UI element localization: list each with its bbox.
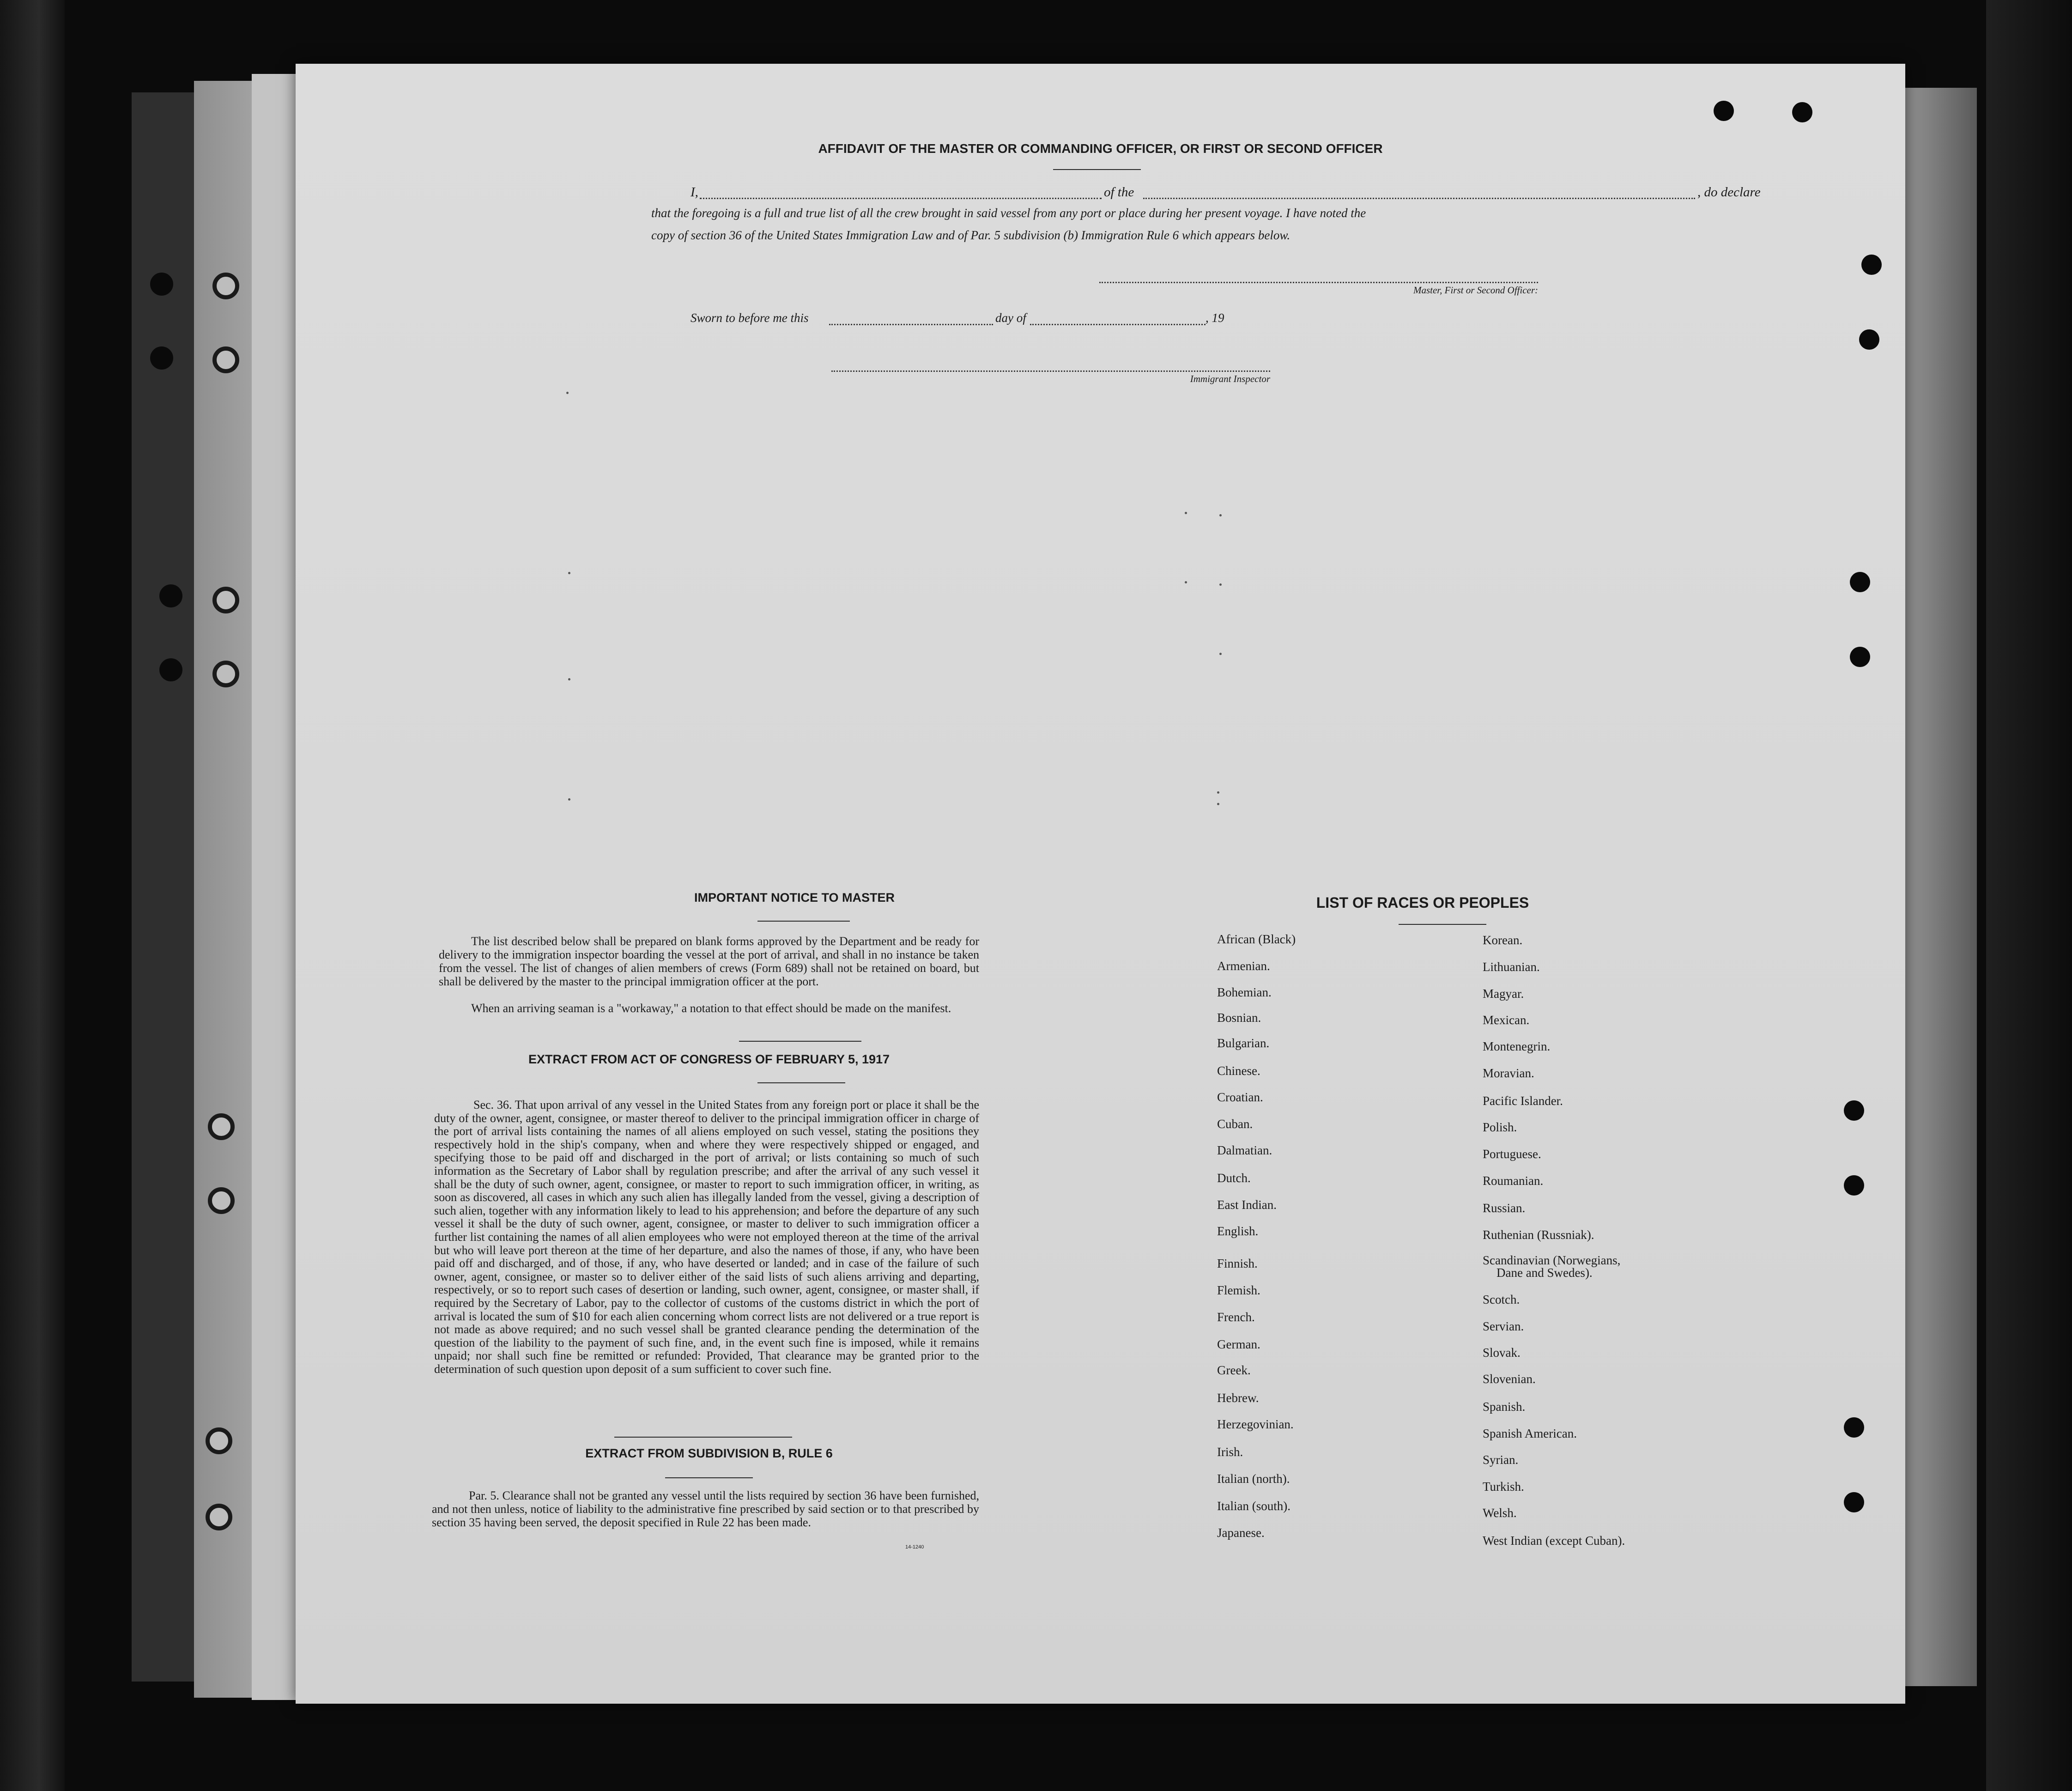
race-item: Welsh. bbox=[1483, 1506, 1517, 1520]
declarant-prefix: I, bbox=[691, 185, 698, 200]
notice-paragraph-1: The list described below shall be prepared on blank forms approved by the Department and be ready for delivery to the immigration inspector boarding the vessel at the port of arrival, and shall in no instance be taken from the vessel. The list of changes of alien members of crews (Form 689) shall not be retained on board, but shall be delivered by the master to the principal immigration officer at the port. bbox=[439, 935, 979, 988]
race-item: Japanese. bbox=[1217, 1526, 1265, 1540]
race-item: Servian. bbox=[1483, 1319, 1524, 1333]
binder-ring bbox=[212, 273, 239, 299]
affidavit-line-1 bbox=[691, 185, 1841, 203]
sworn-month-field[interactable] bbox=[1030, 311, 1206, 325]
race-item: African (Black) bbox=[1217, 932, 1296, 946]
paper-speck bbox=[568, 572, 570, 574]
race-item: Portuguese. bbox=[1483, 1147, 1541, 1161]
race-item: Scotch. bbox=[1483, 1293, 1520, 1306]
race-item: Chinese. bbox=[1217, 1064, 1260, 1078]
sworn-prefix: Sworn to before me this bbox=[691, 311, 809, 325]
race-item: Italian (north). bbox=[1217, 1472, 1290, 1486]
race-item: Scandinavian (Norwegians, bbox=[1483, 1253, 1621, 1267]
race-item: Bulgarian. bbox=[1217, 1036, 1270, 1050]
binder-hole bbox=[159, 658, 182, 681]
punch-hole bbox=[1792, 102, 1812, 122]
race-item: Bohemian. bbox=[1217, 985, 1272, 999]
race-item: Moravian. bbox=[1483, 1066, 1534, 1080]
backing-sheet-left-light bbox=[252, 74, 303, 1700]
race-item: Dane and Swedes). bbox=[1496, 1266, 1593, 1280]
binder-ring bbox=[208, 1187, 235, 1214]
race-item: Syrian. bbox=[1483, 1453, 1519, 1467]
race-item: Russian. bbox=[1483, 1201, 1526, 1215]
race-item: French. bbox=[1217, 1310, 1255, 1324]
act-extract-title: EXTRACT FROM ACT OF CONGRESS OF FEBRUARY 5, 1917 bbox=[528, 1052, 890, 1066]
race-item: Turkish. bbox=[1483, 1480, 1524, 1494]
paper-speck bbox=[1217, 791, 1219, 794]
binder-ring bbox=[212, 587, 239, 613]
paper-speck bbox=[1217, 803, 1219, 805]
race-item: Herzegovinian. bbox=[1217, 1417, 1294, 1431]
act-extract-text: Sec. 36. That upon arrival of any vessel in the United States from any foreign port or place it shall be the duty of the owner, agent, consignee, or master thereof to deliver to the principal immigration officer in charge of the port of arrival lists containing the names of all aliens employed on such vessel, stating the positions they respectively hold in the ship's company, when and where they were respectively shipped or engaged, and specifying those to be paid off and discharged in the port of arrival; or lists containing so much of such information as the Secretary of Labor shall by regulation prescribe; and after the arrival of any such vessel it shall be the duty of such owner, agent, consignee, or master to report to such immigration officer, in writing, as soon as discovered, all cases in which any such alien has illegally landed from the vessel, giving a description of such alien, together with any information likely to lead to his apprehension; and before the departure of any such vessel it shall be the duty of such owner, agent, consignee, or master to deliver to such immigration officer a further list containing the names of all alien employees who were not employed thereon at the time of the arrival but who will leave port thereon at the time of her departure, and also the names of those, if any, who have been paid off and discharged, and of those, if any, who have deserted or landed; and in case of the failure of such owner, agent, consignee, or master so to deliver either of the said lists of such aliens arriving and departing, respectively, or so to report such cases of desertion or landing, such owner, agent, consignee, or master shall, if required by the Secretary of Labor, pay to the collector of customs of the customs district in which the port of arrival is located the sum of $10 for each alien concerning whom correct lists are not delivered or a true report is not made as above required; and no such vessel shall be granted clearance pending the determination of the question of the liability to the payment of such fine, and, in the event such fine is imposed, while it remains unpaid; nor shall such fine be remitted or refunded: Provided, That clearance may be granted prior to the determination of such question upon deposit of a sum sufficient to cover such fine. bbox=[434, 1098, 979, 1376]
affidavit-line-2: that the foregoing is a full and true list of all the crew brought in said vessel from any port or place during her present voyage. I have noted the bbox=[651, 206, 1366, 220]
punch-hole bbox=[1844, 1100, 1864, 1121]
race-item: Magyar. bbox=[1483, 987, 1524, 1001]
vessel-name-field[interactable] bbox=[1143, 185, 1695, 199]
races-title: LIST OF RACES OR PEOPLES bbox=[1316, 894, 1529, 911]
binder-ring bbox=[206, 1427, 232, 1454]
binder-left-strip bbox=[0, 0, 65, 1791]
binder-ring bbox=[212, 346, 239, 373]
notice-title: IMPORTANT NOTICE TO MASTER bbox=[694, 891, 895, 905]
paper-speck bbox=[568, 678, 570, 680]
race-item: Pacific Islander. bbox=[1483, 1094, 1563, 1108]
race-item: Slovenian. bbox=[1483, 1372, 1536, 1386]
paper-speck bbox=[1219, 583, 1222, 586]
paper-speck bbox=[1219, 514, 1222, 516]
backing-sheet-right bbox=[1898, 88, 1977, 1686]
paper-speck bbox=[1185, 581, 1187, 583]
race-item: Cuban. bbox=[1217, 1117, 1253, 1131]
sworn-line bbox=[691, 311, 1245, 329]
race-item: West Indian (except Cuban). bbox=[1483, 1534, 1625, 1548]
sworn-day-field[interactable] bbox=[829, 311, 993, 325]
punch-hole bbox=[1861, 255, 1882, 275]
race-item: Korean. bbox=[1483, 933, 1523, 947]
binder-ring bbox=[206, 1504, 232, 1530]
punch-hole bbox=[1844, 1417, 1864, 1438]
race-item: Greek. bbox=[1217, 1363, 1251, 1377]
notice-paragraph-2: When an arriving seaman is a "workaway," a notation to that effect should be made on the manifest. bbox=[471, 1002, 951, 1015]
section-rule bbox=[614, 1437, 792, 1438]
notice-rule bbox=[757, 921, 850, 922]
rule-extract-rule bbox=[665, 1477, 753, 1478]
paper-speck bbox=[1185, 512, 1187, 514]
race-item: Slovak. bbox=[1483, 1346, 1521, 1360]
punch-hole bbox=[1844, 1492, 1864, 1512]
sworn-day-of: day of bbox=[995, 311, 1026, 325]
punch-hole bbox=[1714, 101, 1734, 121]
race-item: Bosnian. bbox=[1217, 1011, 1261, 1025]
binder-hole bbox=[150, 346, 173, 370]
race-item: Montenegrin. bbox=[1483, 1039, 1551, 1053]
manifest-page bbox=[296, 64, 1905, 1704]
punch-hole bbox=[1850, 647, 1870, 667]
declarant-name-field[interactable] bbox=[700, 185, 1102, 199]
race-item: Polish. bbox=[1483, 1120, 1517, 1134]
race-item: Flemish. bbox=[1217, 1283, 1260, 1297]
form-number: 14-1240 bbox=[905, 1544, 924, 1550]
inspector-signature-field[interactable] bbox=[831, 366, 1270, 372]
binder-hole bbox=[159, 584, 182, 607]
title-rule bbox=[1053, 169, 1141, 170]
paper-speck bbox=[568, 798, 570, 801]
race-item: Irish. bbox=[1217, 1445, 1243, 1459]
race-item: Croatian. bbox=[1217, 1090, 1263, 1104]
races-rule bbox=[1399, 924, 1486, 925]
race-item: Armenian. bbox=[1217, 959, 1270, 973]
race-item: Finnish. bbox=[1217, 1257, 1258, 1270]
affidavit-title: AFFIDAVIT OF THE MASTER OR COMMANDING OFFICER, OR FIRST OR SECOND OFFICER bbox=[818, 141, 1383, 156]
race-item: English. bbox=[1217, 1224, 1259, 1238]
paper-speck bbox=[566, 392, 569, 394]
race-item: Mexican. bbox=[1483, 1013, 1530, 1027]
race-item: Spanish American. bbox=[1483, 1427, 1577, 1440]
rule-extract-text: Par. 5. Clearance shall not be granted any vessel until the lists required by section 36 have been furnished, and not then unless, notice of liability to the administrative fine prescribed by said section or to that prescribed by section 35 having been served, the deposit specified in Rule 22 has been made. bbox=[432, 1489, 979, 1529]
section-rule bbox=[739, 1041, 861, 1042]
rule-extract-title: EXTRACT FROM SUBDIVISION B, RULE 6 bbox=[585, 1446, 833, 1460]
punch-hole bbox=[1859, 329, 1879, 350]
paper-speck bbox=[1219, 653, 1222, 655]
vessel-prefix: of the bbox=[1104, 185, 1134, 200]
inspector-label: Immigrant Inspector bbox=[1190, 373, 1270, 384]
master-signature-label: Master, First or Second Officer: bbox=[1413, 285, 1538, 296]
race-item: East Indian. bbox=[1217, 1198, 1277, 1212]
race-item: German. bbox=[1217, 1337, 1260, 1351]
race-item: Spanish. bbox=[1483, 1400, 1526, 1414]
race-item: Ruthenian (Russniak). bbox=[1483, 1228, 1594, 1242]
binder-hole bbox=[150, 273, 173, 296]
declare-text: , do declare bbox=[1697, 185, 1761, 200]
backing-sheet-left-dark bbox=[132, 92, 196, 1682]
sworn-year: , 19 bbox=[1206, 311, 1224, 325]
binder-ring bbox=[208, 1113, 235, 1140]
race-item: Hebrew. bbox=[1217, 1391, 1259, 1405]
race-item: Dutch. bbox=[1217, 1171, 1251, 1185]
race-item: Italian (south). bbox=[1217, 1499, 1290, 1513]
affidavit-line-3: copy of section 36 of the United States Immigration Law and of Par. 5 subdivision (b) Immigration Rule 6 which appears below. bbox=[651, 228, 1290, 242]
race-item: Roumanian. bbox=[1483, 1174, 1544, 1188]
punch-hole bbox=[1850, 572, 1870, 592]
master-signature-field[interactable] bbox=[1099, 277, 1538, 283]
race-item: Dalmatian. bbox=[1217, 1143, 1272, 1157]
binder-ring bbox=[212, 661, 239, 687]
punch-hole bbox=[1844, 1175, 1864, 1196]
act-extract-rule bbox=[757, 1082, 845, 1083]
race-item: Lithuanian. bbox=[1483, 960, 1540, 974]
binder-right-strip bbox=[1986, 0, 2072, 1791]
